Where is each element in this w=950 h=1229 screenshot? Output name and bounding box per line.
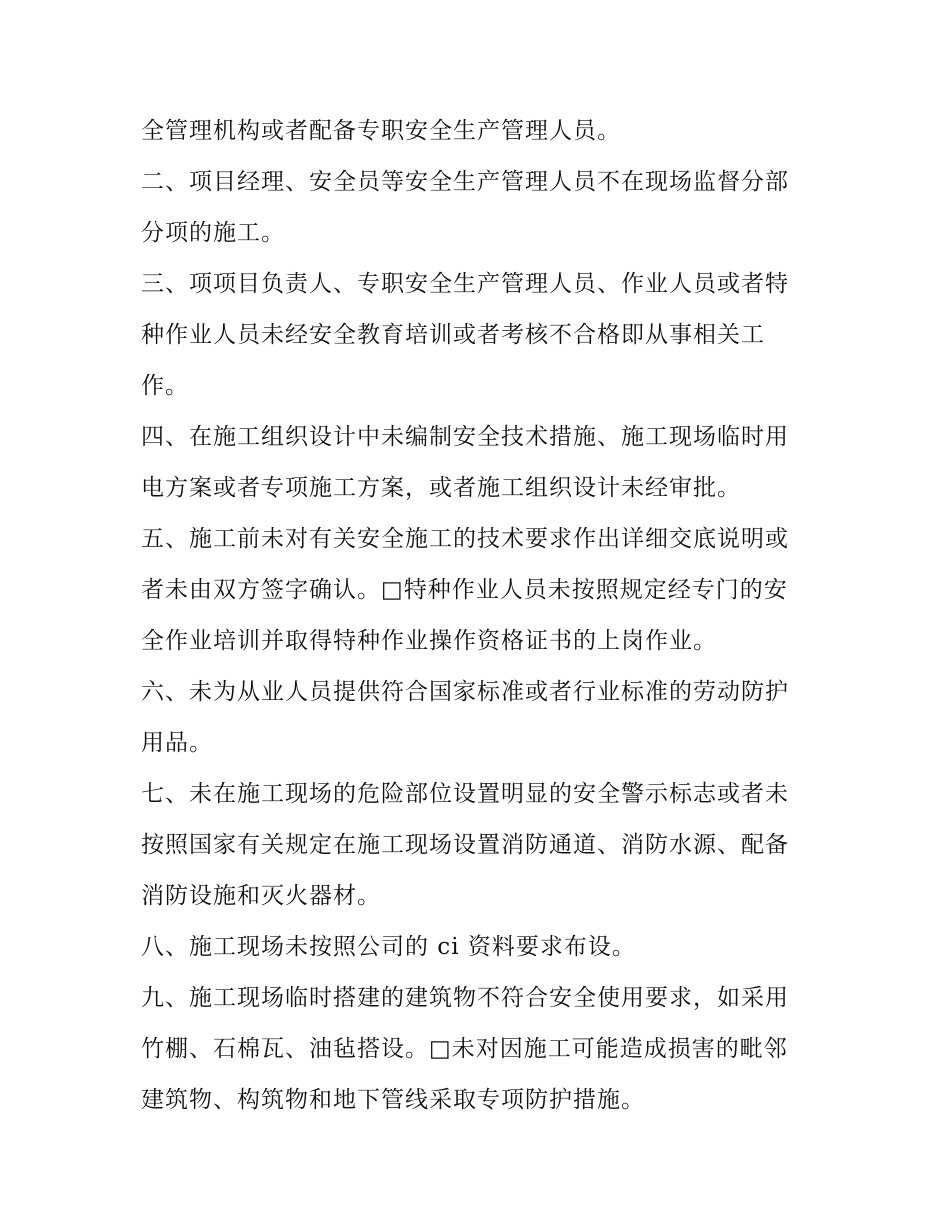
- text-line: 消防设施和灭火器材。: [141, 883, 381, 909]
- text-line: 种作业人员未经安全教育培训或者考核不合格即从事相关工: [141, 322, 765, 348]
- text-line: 九、施工现场临时搭建的建筑物不符合安全使用要求，如采用: [141, 985, 789, 1011]
- document-body: [141, 106, 813, 1126]
- text-line: 五、施工前未对有关安全施工的技术要求作出详细交底说明或: [141, 526, 789, 552]
- text-line: 全管理机构或者配备专职安全生产管理人员。: [141, 118, 621, 144]
- text-line: 二、项目经理、安全员等安全生产管理人员不在现场监督分部: [141, 169, 789, 195]
- text-line: 按照国家有关规定在施工现场设置消防通道、消防水源、配备: [141, 832, 789, 858]
- text-line: 竹棚、石棉瓦、油毡搭设。□未对因施工可能造成损害的毗邻: [141, 1036, 788, 1062]
- text-line: 者未由双方签字确认。□特种作业人员未按照规定经专门的安: [141, 577, 788, 603]
- text-line: 三、项项目负责人、专职安全生产管理人员、作业人员或者特: [141, 271, 789, 297]
- text-line: 四、在施工组织设计中未编制安全技术措施、施工现场临时用: [141, 424, 789, 450]
- text-line: 分项的施工。: [141, 220, 285, 246]
- text-line: 作。: [141, 373, 189, 399]
- text-line: 用品。: [141, 730, 213, 756]
- text-line: 建筑物、构筑物和地下管线采取专项防护措施。: [141, 1087, 645, 1113]
- text-line: 六、未为从业人员提供符合国家标准或者行业标准的劳动防护: [141, 679, 789, 705]
- text-line: 八、施工现场未按照公司的 ci 资料要求布设。: [141, 934, 636, 960]
- text-line: 七、未在施工现场的危险部位设置明显的安全警示标志或者未: [141, 781, 789, 807]
- text-line: 全作业培训并取得特种作业操作资格证书的上岗作业。: [141, 628, 717, 654]
- text-line: 电方案或者专项施工方案，或者施工组织设计未经审批。: [141, 475, 741, 501]
